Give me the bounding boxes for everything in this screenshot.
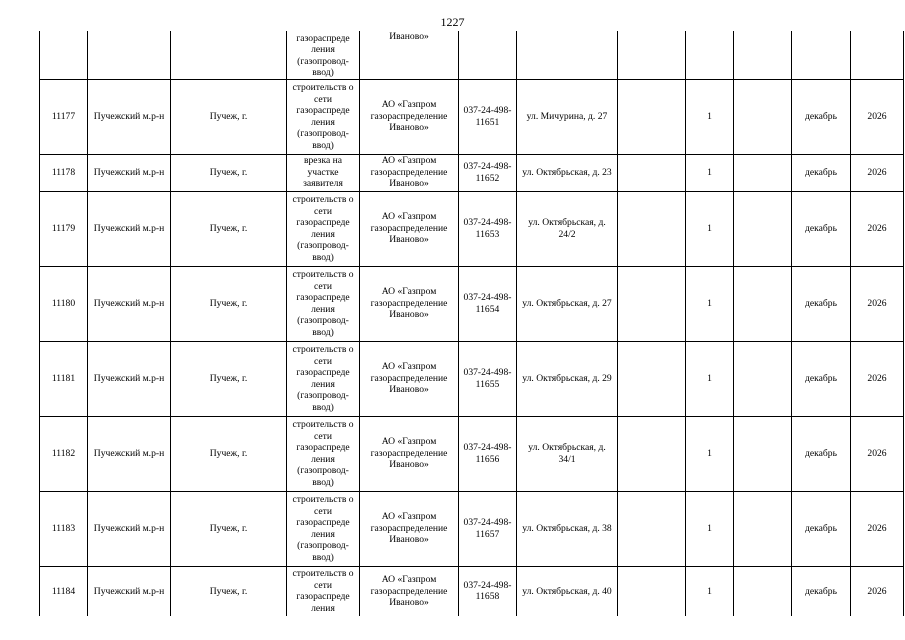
cell-year: 2026 <box>851 491 904 566</box>
cell-address: ул. Октябрьская, д. 40 <box>517 566 618 616</box>
cell-blank-1 <box>618 191 686 266</box>
cell-district: Пучежский м.р-н <box>88 491 171 566</box>
cell-qty: 1 <box>686 416 734 491</box>
cell-settlement: Пучеж, г. <box>171 154 287 191</box>
gas-connection-table <box>39 31 904 616</box>
cell-blank-1 <box>618 566 686 616</box>
cell-code: 037-24-498-11658 <box>459 566 517 616</box>
cell-qty: 1 <box>686 266 734 341</box>
cell-district: Пучежский м.р-н <box>88 154 171 191</box>
table-row <box>40 266 904 341</box>
cell-blank-2 <box>734 266 792 341</box>
cell-month: декабрь <box>792 266 851 341</box>
cell-blank-1 <box>618 341 686 416</box>
cell-month: декабрь <box>792 154 851 191</box>
cell-settlement <box>171 31 287 79</box>
cell-year: 2026 <box>851 154 904 191</box>
cell-address: ул. Мичурина, д. 27 <box>517 79 618 154</box>
cell-num: 11180 <box>40 266 88 341</box>
cell-qty <box>686 31 734 79</box>
cell-code: 037-24-498-11656 <box>459 416 517 491</box>
cell-org: АО «Газпром газораспределение Иваново» <box>360 341 459 416</box>
cell-num: 11183 <box>40 491 88 566</box>
cell-work: строительств о сети газораспреде ления (газопровод-ввод) <box>287 416 360 491</box>
cell-address: ул. Октябрьская, д. 34/1 <box>517 416 618 491</box>
cell-org: АО «Газпром газораспределение Иваново» <box>360 566 459 616</box>
cell-num: 11177 <box>40 79 88 154</box>
cell-org: АО «Газпром газораспределение Иваново» <box>360 79 459 154</box>
cell-org: АО «Газпром газораспределение Иваново» <box>360 191 459 266</box>
table-row <box>40 191 904 266</box>
table-row <box>40 491 904 566</box>
cell-month: декабрь <box>792 416 851 491</box>
table-row <box>40 341 904 416</box>
cell-work: строительств о сети газораспреде ления (газопровод-ввод) <box>287 491 360 566</box>
cell-work: газораспреде ления (газопровод-ввод) <box>287 31 360 79</box>
cell-blank-1 <box>618 154 686 191</box>
cell-district <box>88 31 171 79</box>
table-body <box>40 31 904 616</box>
cell-blank-1 <box>618 31 686 79</box>
cell-address: ул. Октябрьская, д. 29 <box>517 341 618 416</box>
cell-year <box>851 31 904 79</box>
cell-qty: 1 <box>686 491 734 566</box>
cell-year: 2026 <box>851 266 904 341</box>
cell-work: строительств о сети газораспреде ления (газопровод-ввод) <box>287 79 360 154</box>
cell-work: врезка на участке заявителя <box>287 154 360 191</box>
cell-code: 037-24-498-11657 <box>459 491 517 566</box>
cell-settlement: Пучеж, г. <box>171 79 287 154</box>
cell-year: 2026 <box>851 341 904 416</box>
cell-blank-2 <box>734 154 792 191</box>
cell-blank-1 <box>618 79 686 154</box>
cell-qty: 1 <box>686 191 734 266</box>
cell-year: 2026 <box>851 416 904 491</box>
table-row <box>40 154 904 191</box>
cell-qty: 1 <box>686 154 734 191</box>
cell-district: Пучежский м.р-н <box>88 341 171 416</box>
continued-row <box>40 31 904 79</box>
cell-district: Пучежский м.р-н <box>88 266 171 341</box>
cell-month <box>792 31 851 79</box>
cell-num: 11182 <box>40 416 88 491</box>
cell-address: ул. Октябрьская, д. 24/2 <box>517 191 618 266</box>
cell-code: 037-24-498-11655 <box>459 341 517 416</box>
cell-code: 037-24-498-11652 <box>459 154 517 191</box>
cell-blank-1 <box>618 416 686 491</box>
cell-num <box>40 31 88 79</box>
cell-org: АО «Газпром газораспределение Иваново» <box>360 154 459 191</box>
cell-qty: 1 <box>686 341 734 416</box>
cell-work: строительств о сети газораспреде ления <box>287 566 360 616</box>
cell-district: Пучежский м.р-н <box>88 191 171 266</box>
cell-work: строительств о сети газораспреде ления (газопровод-ввод) <box>287 341 360 416</box>
cell-month: декабрь <box>792 566 851 616</box>
cell-month: декабрь <box>792 191 851 266</box>
cell-settlement: Пучеж, г. <box>171 416 287 491</box>
cell-blank-2 <box>734 416 792 491</box>
cell-blank-2 <box>734 566 792 616</box>
cell-settlement: Пучеж, г. <box>171 266 287 341</box>
cell-address: ул. Октябрьская, д. 23 <box>517 154 618 191</box>
cell-month: декабрь <box>792 341 851 416</box>
cell-address: ул. Октябрьская, д. 38 <box>517 491 618 566</box>
cell-num: 11181 <box>40 341 88 416</box>
cell-month: декабрь <box>792 491 851 566</box>
cell-org: АО «Газпром газораспределение Иваново» <box>360 266 459 341</box>
cell-year: 2026 <box>851 191 904 266</box>
cell-settlement: Пучеж, г. <box>171 341 287 416</box>
table-row <box>40 566 904 616</box>
cell-blank-2 <box>734 491 792 566</box>
cell-work: строительств о сети газораспреде ления (газопровод-ввод) <box>287 266 360 341</box>
cell-org: АО «Газпром газораспределение Иваново» <box>360 416 459 491</box>
table-row <box>40 416 904 491</box>
cell-org: Иваново» <box>360 31 459 79</box>
cell-qty: 1 <box>686 79 734 154</box>
cell-settlement: Пучеж, г. <box>171 566 287 616</box>
cell-code <box>459 31 517 79</box>
cell-year: 2026 <box>851 566 904 616</box>
cell-blank-1 <box>618 491 686 566</box>
cell-qty: 1 <box>686 566 734 616</box>
cell-month: декабрь <box>792 79 851 154</box>
cell-settlement: Пучеж, г. <box>171 191 287 266</box>
cell-blank-2 <box>734 31 792 79</box>
cell-num: 11179 <box>40 191 88 266</box>
cell-work: строительств о сети газораспреде ления (газопровод-ввод) <box>287 191 360 266</box>
cell-code: 037-24-498-11654 <box>459 266 517 341</box>
table-row <box>40 79 904 154</box>
page-number: 1227 <box>440 15 465 29</box>
cell-code: 037-24-498-11651 <box>459 79 517 154</box>
cell-address: ул. Октябрьская, д. 27 <box>517 266 618 341</box>
cell-code: 037-24-498-11653 <box>459 191 517 266</box>
cell-blank-2 <box>734 341 792 416</box>
cell-num: 11184 <box>40 566 88 616</box>
cell-year: 2026 <box>851 79 904 154</box>
cell-address <box>517 31 618 79</box>
cell-blank-2 <box>734 79 792 154</box>
cell-org: АО «Газпром газораспределение Иваново» <box>360 491 459 566</box>
cell-district: Пучежский м.р-н <box>88 79 171 154</box>
cell-blank-2 <box>734 191 792 266</box>
cell-district: Пучежский м.р-н <box>88 566 171 616</box>
cell-district: Пучежский м.р-н <box>88 416 171 491</box>
cell-num: 11178 <box>40 154 88 191</box>
cell-settlement: Пучеж, г. <box>171 491 287 566</box>
cell-blank-1 <box>618 266 686 341</box>
